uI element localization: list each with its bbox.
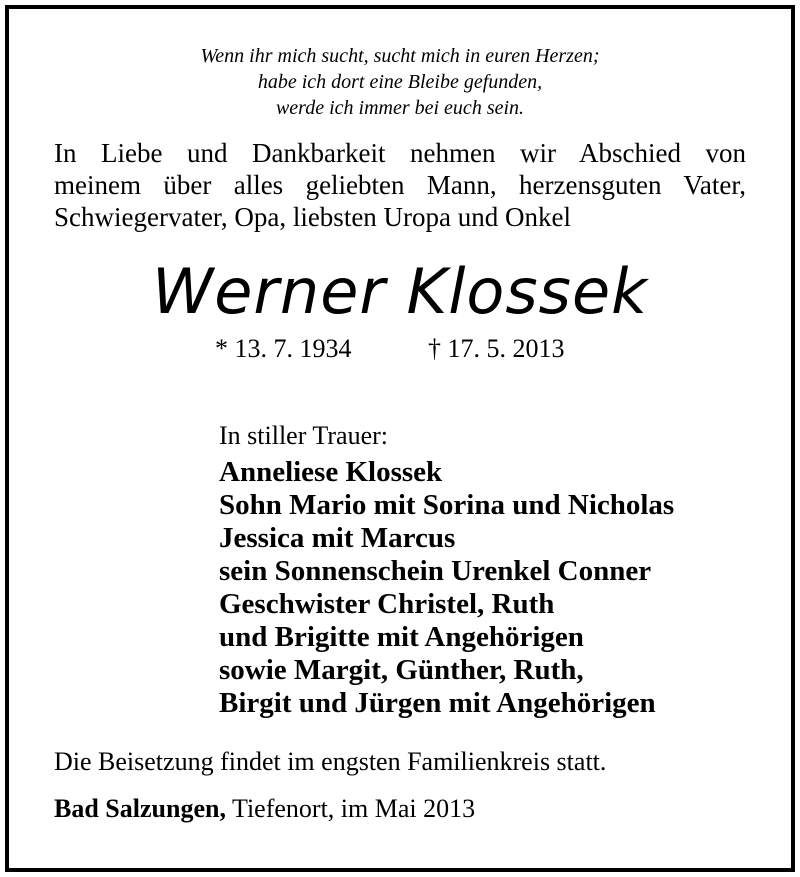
mourner-line: Sohn Mario mit Sorina und Nicholas [219,489,675,521]
mourners-list [219,456,674,720]
mourner-line: sein Sonnenschein Urenkel Conner [219,555,652,587]
death-date: † 17. 5. 2013 [428,334,565,363]
mourning-label: In stiller Trauer: [219,421,388,450]
motto-line: habe ich dort eine Bleibe gefunden, [257,71,543,93]
mourner-line: Anneliese Klossek [219,456,443,488]
mourner-line: Birgit und Jürgen mit Angehörigen [219,687,656,719]
mourner-line: Jessica mit Marcus [219,522,456,554]
intro-paragraph [54,137,746,233]
mourner-line: und Brigitte mit Angehörigen [219,621,584,653]
intro-line: Schwiegervater, Opa, liebsten Uropa und Onkel [54,202,572,232]
motto-line: werde ich immer bei euch sein. [275,97,525,119]
place-details: Tiefenort, im Mai 2013 [225,794,476,823]
place-and-date [54,793,475,825]
birth-date: * 13. 7. 1934 [215,334,352,363]
place-city: Bad Salzungen, [54,794,226,823]
deceased-name: Werner Klossek [151,255,649,328]
mourner-line: Geschwister Christel, Ruth [219,588,555,620]
motto-verse [0,43,800,121]
mourner-line: sowie Margit, Günther, Ruth, [219,654,584,686]
notice-border [5,5,795,872]
intro-line: In Liebe und Dankbarkeit nehmen wir Abschied von [54,138,746,168]
motto-line: Wenn ihr mich sucht, sucht mich in euren Herzen; [200,45,600,67]
funeral-note: Die Beisetzung findet im engsten Familienkreis statt. [54,747,607,776]
intro-line: meinem über alles geliebten Mann, herzensguten Vater, [54,170,746,200]
